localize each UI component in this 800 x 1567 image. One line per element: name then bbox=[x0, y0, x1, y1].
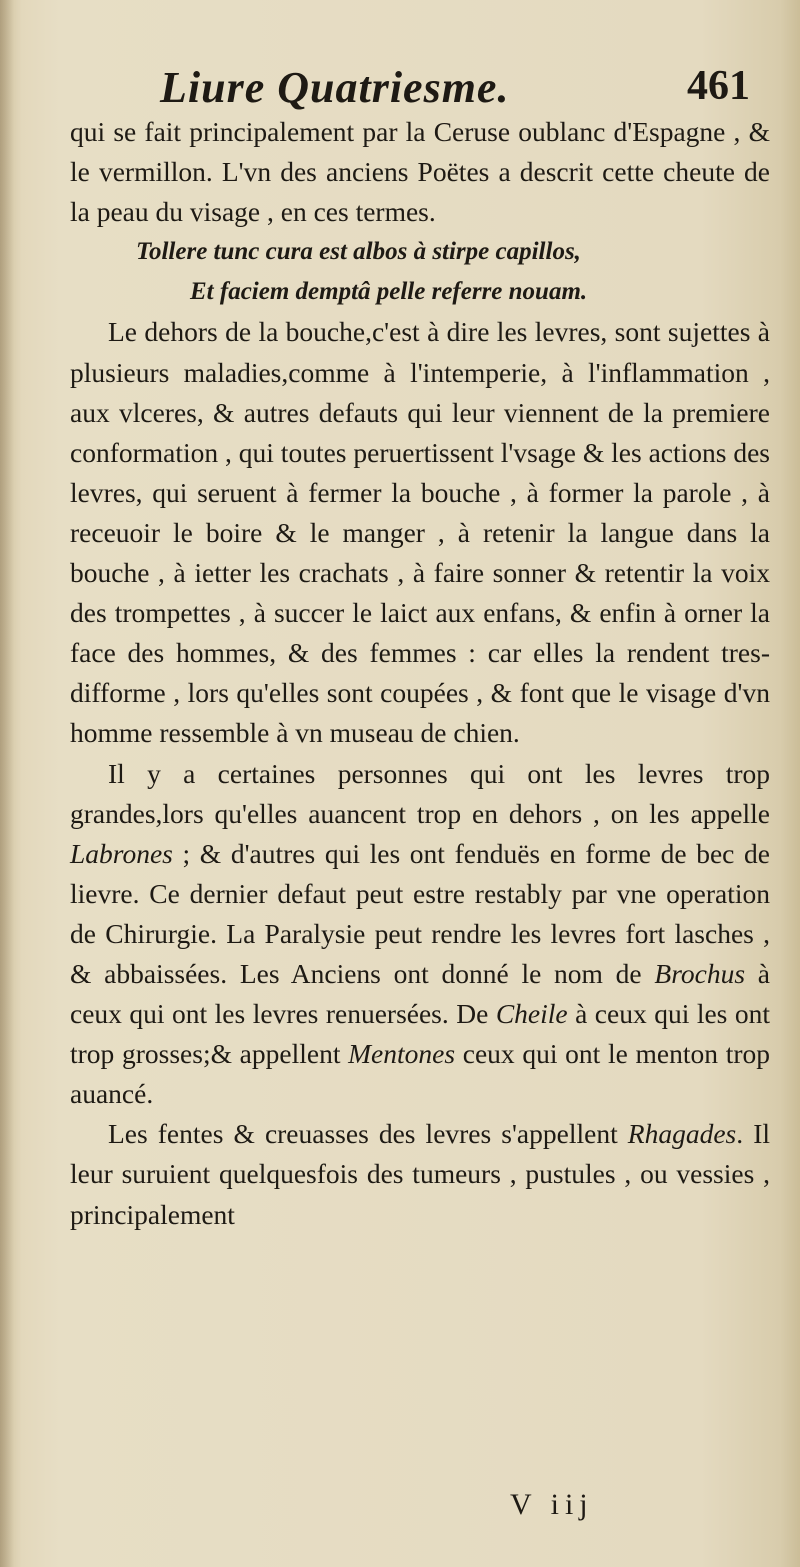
verse-line-1: Tollere tunc cura est albos à stirpe capillos, bbox=[136, 238, 581, 266]
term-rhagades: Rhagades bbox=[627, 1118, 737, 1150]
spine-shadow bbox=[0, 0, 14, 1567]
paragraph-2: Le dehors de la bouche,c'est à dire les levres, sont sujettes à plusieurs maladies,comme à l'intemperie, à l'inflammation , aux vlceres, & autres defauts qui leur viennent de la premiere conformation , qui toutes peruertissent l'vsage & les actions des levres, qui seruent à fermer la bouche , à former la parole , à receuoir le boire & le manger , à retenir la langue dans la bouche , à ietter les crachats , à faire sonner & retentir la voix des trompettes , à succer le laict aux enfans, & enfin à orner la face des hommes, & des femmes : car elles la rendent tres-difforme , lors qu'elles sont coupées , & font que le visage d'vn homme ressemble à vn museau de chien. bbox=[70, 316, 770, 749]
paragraph-3-text-d: à ceux qui les ont trop grosses;& appellent bbox=[70, 998, 770, 1070]
page-number: 461 bbox=[687, 63, 750, 109]
term-labrones: Labrones bbox=[70, 837, 173, 869]
term-mentones: Mentones bbox=[348, 1038, 456, 1070]
paragraph-3-text-b: ; & d'autres qui les ont fenduës en forme de bec de lievre. Ce dernier defaut peut estre restably par vne operation de Chirurgie. La Paralysie peut rendre les levres fort lasches , & abbaissées. Les Anciens ont donné le nom de bbox=[70, 837, 770, 989]
paragraph-4 bbox=[70, 1114, 770, 1234]
paragraph-3-text-e: ceux qui ont le menton trop auancé. bbox=[70, 1038, 770, 1110]
signature-mark: V iij bbox=[510, 1488, 594, 1521]
paragraph-3-text-c: à ceux qui ont les levres renuersées. De bbox=[70, 957, 770, 1030]
paragraph-1: qui se fait principalement par la Ceruse oublanc d'Espagne , & le vermillon. L'vn des anciens Poëtes a descrit cette cheute de la peau du visage , en ces termes. bbox=[70, 116, 770, 228]
paragraph-4-text-b: . Il leur suruient quelquesfois des tumeurs , pustules , ou vessies , principalement bbox=[70, 1118, 770, 1230]
paragraph-4-text-a: Les fentes & creuasses des levres s'appellent bbox=[108, 1118, 628, 1150]
body-text bbox=[70, 112, 770, 1235]
latin-verse bbox=[70, 232, 770, 312]
paragraph-3-text-a: Il y a certaines personnes qui ont les levres trop grandes,lors qu'elles auancent trop en dehors , on les appelle bbox=[70, 757, 770, 829]
term-cheile: Cheile bbox=[495, 998, 568, 1030]
verse-line-2: Et faciem demptâ pelle referre nouam. bbox=[190, 278, 588, 306]
running-title: Liure Quatriesme. bbox=[160, 63, 510, 112]
term-brochus: Brochus bbox=[654, 957, 746, 989]
paragraph-3 bbox=[70, 754, 770, 1115]
